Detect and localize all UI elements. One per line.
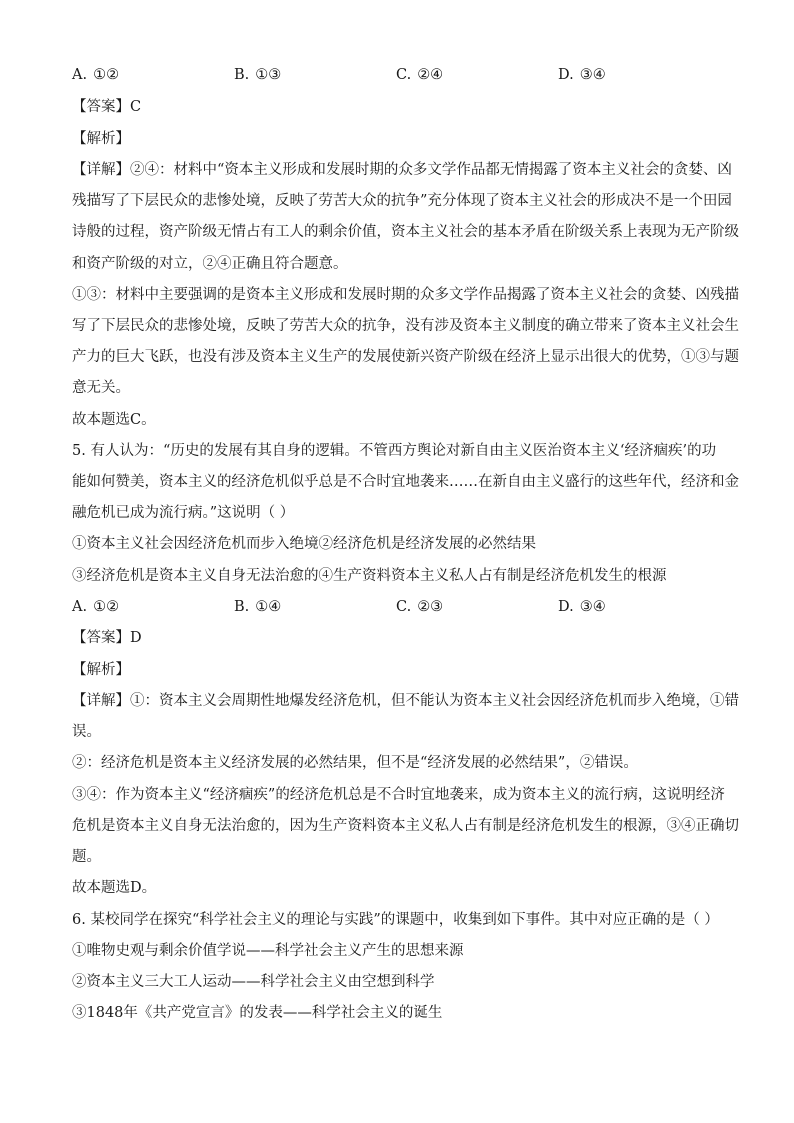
q5-options xyxy=(72,597,732,617)
q6-statement-line: ①唯物史观与剩余价值学说——科学社会主义产生的思想来源 xyxy=(72,943,464,959)
q5-detail-line: 题。 xyxy=(72,849,101,865)
q4-detail-line: 诗般的过程，资产阶级无情占有工人的剩余价值，资本主义社会的基本矛盾在阶级关系上表现为无产阶级 xyxy=(72,224,739,240)
q5-statement-line: ①资本主义社会因经济危机而步入绝境②经济危机是经济发展的必然结果 xyxy=(72,536,536,552)
q4-options xyxy=(72,65,732,85)
q5-detail-line: ②：经济危机是资本主义经济发展的必然结果，但不是“经济发展的必然结果”，②错误。 xyxy=(72,755,638,771)
q4-detail-line: 残描写了下层民众的悲惨处境，反映了劳苦大众的抗争”充分体现了资本主义社会的形成决不是一个田园 xyxy=(72,193,732,209)
q4-detail-line: 产力的巨大飞跃，也没有涉及资本主义生产的发展使新兴资产阶级在经济上显示出很大的优势，①③与题 xyxy=(72,349,739,365)
q4-conclusion: 故本题选C。 xyxy=(72,412,156,428)
q5-statement-line: ③经济危机是资本主义自身无法治愈的④生产资料资本主义私人占有制是经济危机发生的根源 xyxy=(72,568,667,584)
q4-detail-line: 【详解】②④：材料中“资本主义形成和发展时期的众多文学作品都无情揭露了资本主义社会的贪婪、凶 xyxy=(72,162,732,178)
q4-option-b: B. ①③ xyxy=(234,67,282,83)
q4-analysis-heading: 【解析】 xyxy=(72,131,130,147)
q6-statement-line: ③1848年《共产党宣言》的发表——科学社会主义的诞生 xyxy=(72,1005,443,1021)
q4-answer: 【答案】C xyxy=(72,99,142,115)
q5-option-c: C. ②③ xyxy=(396,599,444,615)
q4-detail-line: 意无关。 xyxy=(72,380,130,396)
q5-analysis-heading: 【解析】 xyxy=(72,662,130,678)
q4-option-c: C. ②④ xyxy=(396,67,444,83)
q5-option-d: D. ③④ xyxy=(558,599,606,615)
q6-statement-line: ②资本主义三大工人运动——科学社会主义由空想到科学 xyxy=(72,974,435,990)
q5-option-b: B. ①④ xyxy=(234,599,282,615)
q5-stem-line: 融危机已成为流行病。”这说明（ ） xyxy=(72,505,295,521)
q4-detail-line: 和资产阶级的对立，②④正确且符合题意。 xyxy=(72,256,348,272)
q5-detail-line: 危机是资本主义自身无法治愈的，因为生产资料资本主义私人占有制是经济危机发生的根源，③④正确切 xyxy=(72,818,739,834)
q4-option-a: A. ①② xyxy=(72,67,120,83)
q5-detail-line: 【详解】①：资本主义会周期性地爆发经济危机，但不能认为资本主义社会因经济危机而步入绝境，①错 xyxy=(72,693,739,709)
q5-detail-line: 误。 xyxy=(72,724,101,740)
q5-answer: 【答案】D xyxy=(72,630,142,646)
q6-stem-line: 6. 某校同学在探究“科学社会主义的理论与实践”的课题中，收集到如下事件。其中对应正确的是（ ） xyxy=(72,912,719,928)
q5-stem-line: 能如何赞美，资本主义的经济危机似乎总是不合时宜地袭来……在新自由主义盛行的这些年代，经济和金 xyxy=(72,474,739,490)
q5-conclusion: 故本题选D。 xyxy=(72,880,157,896)
q5-detail-line: ③④：作为资本主义“经济痼疾”的经济危机总是不合时宜地袭来，成为资本主义的流行病，这说明经济 xyxy=(72,787,725,803)
q5-option-a: A. ①② xyxy=(72,599,120,615)
q4-detail-line: ①③：材料中主要强调的是资本主义形成和发展时期的众多文学作品揭露了资本主义社会的贪婪、凶残描 xyxy=(72,287,739,303)
q4-detail-line: 写了下层民众的悲惨处境，反映了劳苦大众的抗争，没有涉及资本主义制度的确立带来了资本主义社会生 xyxy=(72,318,739,334)
q4-option-d: D. ③④ xyxy=(558,67,606,83)
q5-stem-line: 5. 有人认为：“历史的发展有其自身的逻辑。不管西方舆论对新自由主义医治资本主义‘经济痼疾’的功 xyxy=(72,443,717,459)
